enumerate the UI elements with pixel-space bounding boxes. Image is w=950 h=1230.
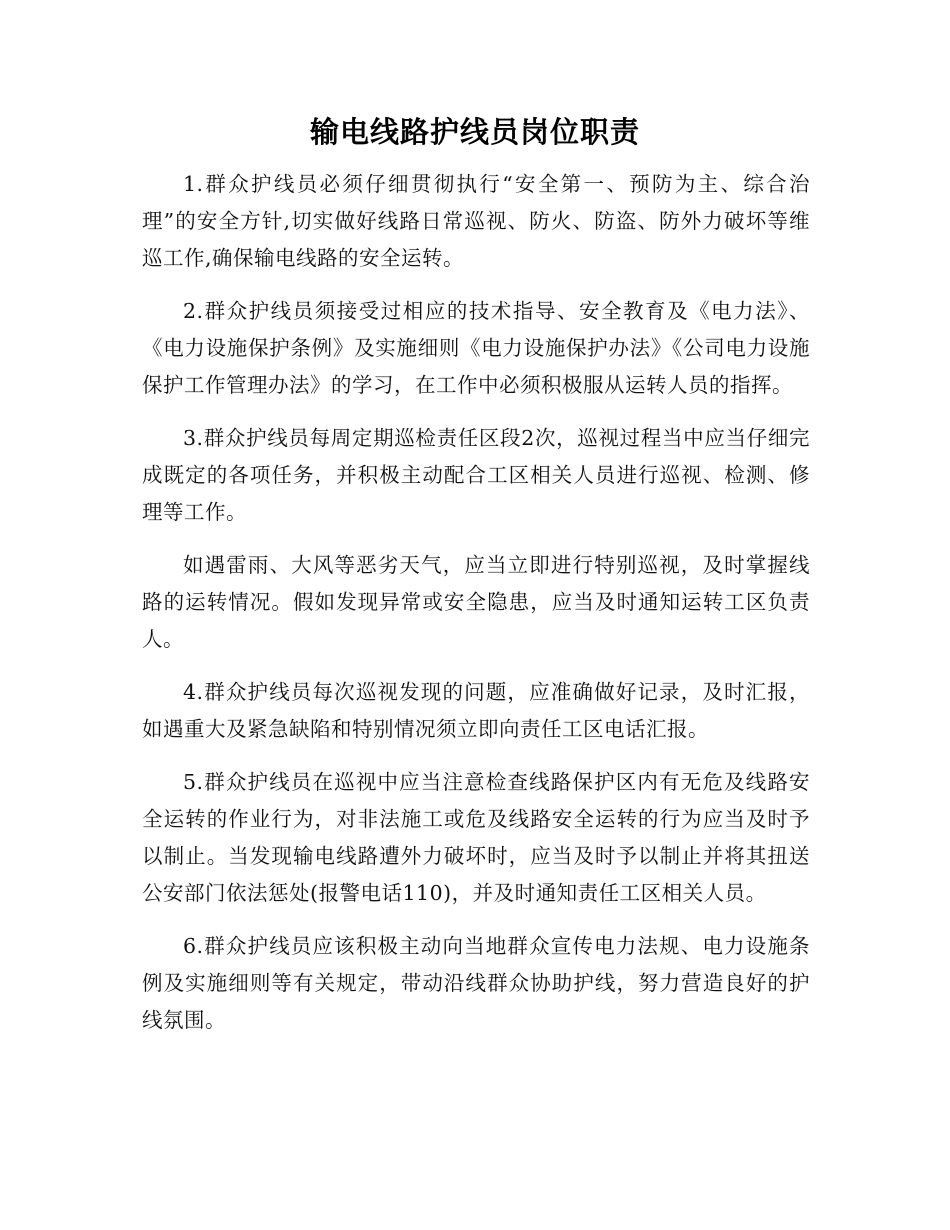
paragraph-5: 5.群众护线员在巡视中应当注意检查线路保护区内有无危及线路安全运转的作业行为，对非法施工或危及线路安全运转的行为应当及时予以制止。当发现输电线路遭外力破坏时，应当及时予以制止并将其扭送公安部门依法惩处(报警电话110)，并及时通知责任工区相关人员。 [142,770,810,905]
paragraph-3: 3.群众护线员每周定期巡检责任区段2次，巡视过程当中应当仔细完成既定的各项任务，并积极主动配合工区相关人员进行巡视、检测、修理等工作。 [142,426,810,524]
document-title: 输电线路护线员岗位职责 [309,115,640,149]
paragraph-1: 1.群众护线员必须仔细贯彻执行“安全第一、预防为主、综合治理”的安全方针,切实做好线路日常巡视、防火、防盗、防外力破坏等维巡工作,确保输电线路的安全运转。 [142,172,810,270]
paragraph-6: 6.群众护线员应该积极主动向当地群众宣传电力法规、电力设施条例及实施细则等有关规定，带动沿线群众协助护线，努力营造良好的护线氛围。 [142,934,810,1032]
paragraph-2: 2.群众护线员须接受过相应的技术指导、安全教育及《电力法》、《电力设施保护条例》及实施细则《电力设施保护办法》《公司电力设施保护工作管理办法》的学习，在工作中必须积极服从运转人员的指挥。 [142,299,810,397]
document-body [142,166,810,1055]
paragraph-4: 4.群众护线员每次巡视发现的问题，应准确做好记录，及时汇报，如遇重大及紧急缺陷和特别情况须立即向责任工区电话汇报。 [142,680,810,741]
paragraph-3-weather: 如遇雷雨、大风等恶劣天气，应当立即进行特别巡视，及时掌握线路的运转情况。假如发现异常或安全隐患，应当及时通知运转工区负责人。 [142,553,810,651]
